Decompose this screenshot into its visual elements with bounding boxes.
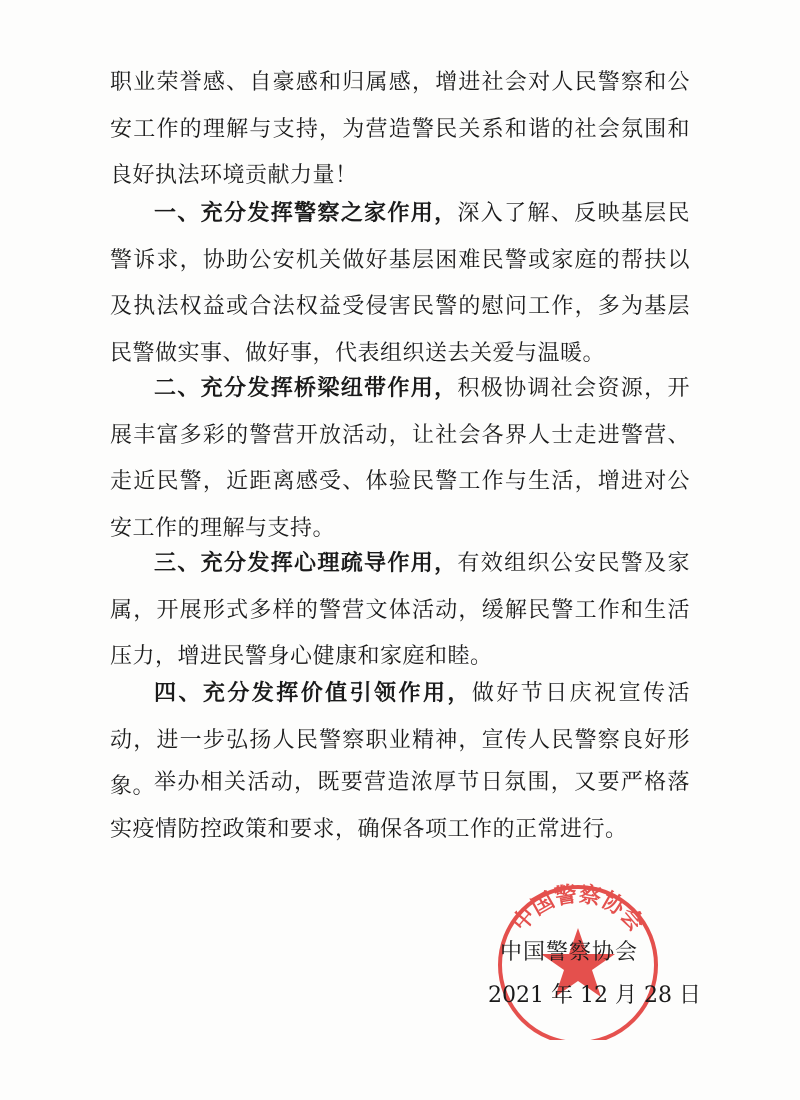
- signature-date: 2021 年 12 月 28 日: [488, 983, 701, 1008]
- section-body-1: 深入了解、反映基层民警诉求，协助公安机关做好基层困难民警或家庭的帮扶以及执法权益或合法权益受侵害民警的慰问工作，多为基层民警做实事、做好事，代表组织送去关爱与温暖。: [110, 201, 690, 366]
- section-body-3: 有效组织公安民警及家属，开展形式多样的警营文体活动，缓解民警工作和生活压力，增进民警身心健康和家庭和睦。: [110, 551, 690, 669]
- section-heading-2: 二、充分发挥桥梁纽带作用，: [154, 375, 458, 401]
- section-heading-4: 四、充分发挥价值引领作用，: [154, 680, 472, 706]
- section-heading-1: 一、充分发挥警察之家作用，: [154, 200, 458, 226]
- closing-paragraph: 举办相关活动，既要营造浓厚节日氛围，又要严格落实疫情防控政策和要求，确保各项工作的正常进行。: [110, 770, 690, 842]
- section-body-4: 做好节日庆祝宣传活动，进一步弘扬人民警察职业精神，宣传人民警察良好形象。: [110, 681, 690, 799]
- intro-paragraph: 职业荣誉感、自豪感和归属感，增进社会对人民警察和公安工作的理解与支持，为营造警民关系和谐的社会氛围和良好执法环境贡献力量！: [110, 70, 690, 188]
- signature-organization: 中国警察协会: [500, 940, 639, 965]
- section-paragraph-2: [110, 365, 690, 552]
- section-paragraph-3: [110, 540, 690, 681]
- svg-text:中国警察协会: 中国警察协会: [507, 881, 649, 937]
- section-paragraph-1: [110, 190, 690, 377]
- section-heading-3: 三、充分发挥心理疏导作用，: [154, 550, 458, 576]
- section-body-2: 积极协调社会资源，开展丰富多彩的警营开放活动，让社会各界人士走进警营、走近民警，近距离感受、体验民警工作与生活，增进对公安工作的理解与支持。: [110, 376, 690, 541]
